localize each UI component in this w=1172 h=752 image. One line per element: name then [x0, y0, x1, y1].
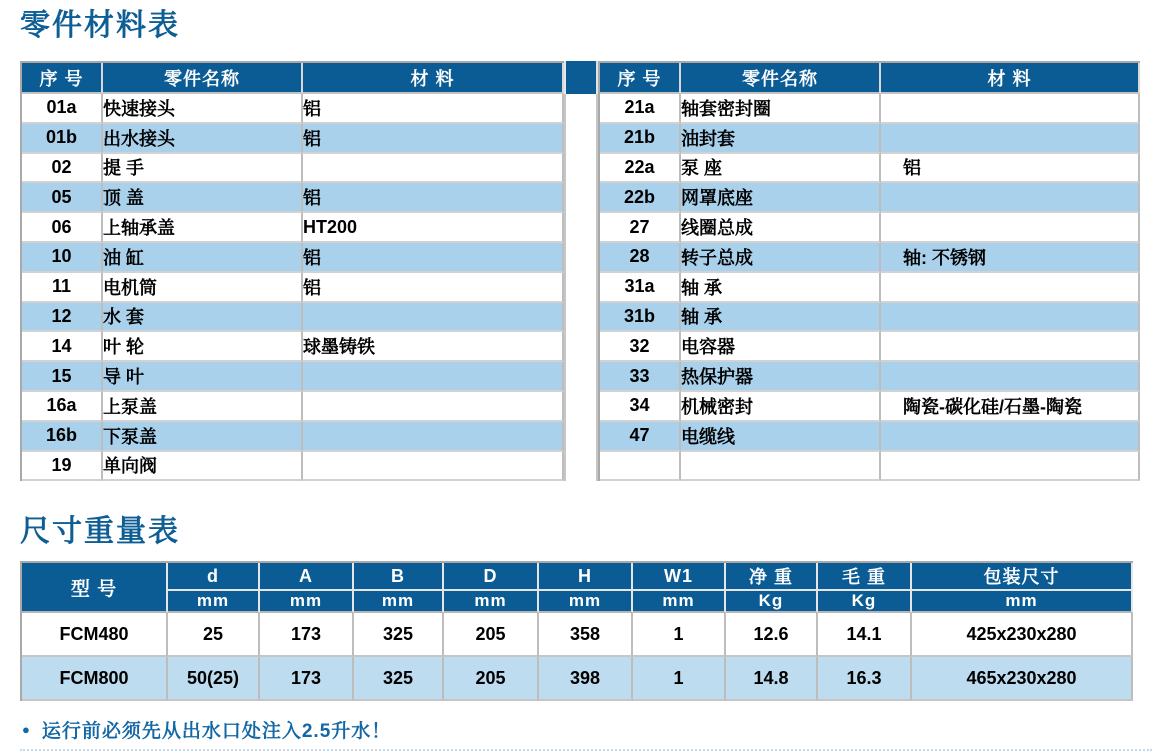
part-name-cell: 电容器: [681, 332, 881, 362]
parts-row: [600, 303, 1140, 333]
part-material-cell: HT200: [303, 213, 564, 243]
part-number-cell: 14: [22, 332, 103, 362]
value-cell: 14.8: [726, 657, 818, 701]
value-cell: 1: [633, 657, 726, 701]
dim-col-header-1: A: [260, 563, 354, 591]
part-number-cell: 15: [22, 362, 103, 392]
part-material-cell: 陶瓷-碳化硅/石墨-陶瓷: [881, 392, 1140, 422]
part-name-cell: [681, 452, 881, 482]
part-name-cell: 机械密封: [681, 392, 881, 422]
parts-row: [600, 452, 1140, 482]
part-number-cell: 05: [22, 183, 103, 213]
parts-row: [22, 362, 564, 392]
part-material-cell: 铝: [303, 124, 564, 154]
parts-header-row: [600, 63, 1140, 94]
part-material-cell: [303, 392, 564, 422]
part-number-cell: 22b: [600, 183, 681, 213]
dim-col-unit-0: mm: [168, 591, 260, 613]
part-name-cell: 叶 轮: [103, 332, 303, 362]
parts-material-tables: [20, 61, 1152, 481]
warning-note: [22, 716, 1152, 743]
bullet-icon: ●: [22, 722, 31, 738]
dimension-weight-table: [20, 561, 1133, 701]
dimension-row: [22, 657, 1133, 701]
model-cell: FCM800: [22, 657, 168, 701]
parts-col-header-1: 零件名称: [681, 63, 881, 94]
part-name-cell: 网罩底座: [681, 183, 881, 213]
parts-row: [22, 332, 564, 362]
value-cell: 205: [444, 657, 539, 701]
dim-col-header-0: d: [168, 563, 260, 591]
value-cell: 12.6: [726, 613, 818, 657]
part-material-cell: [881, 94, 1140, 124]
part-number-cell: 16b: [22, 422, 103, 452]
value-cell: 25: [168, 613, 260, 657]
parts-row: [22, 422, 564, 452]
parts-row: [22, 243, 564, 273]
part-name-cell: 热保护器: [681, 362, 881, 392]
part-name-cell: 线圈总成: [681, 213, 881, 243]
part-material-cell: [303, 452, 564, 482]
parts-col-header-2: 材 料: [303, 63, 564, 94]
part-material-cell: [303, 422, 564, 452]
part-name-cell: 下泵盖: [103, 422, 303, 452]
parts-table-right: [598, 61, 1140, 481]
part-number-cell: 19: [22, 452, 103, 482]
part-name-cell: 导 叶: [103, 362, 303, 392]
dim-col-header-7: 毛 重: [818, 563, 912, 591]
parts-row: [22, 183, 564, 213]
value-cell: 325: [354, 657, 444, 701]
dim-col-unit-5: mm: [633, 591, 726, 613]
part-number-cell: 12: [22, 303, 103, 333]
parts-row: [600, 243, 1140, 273]
part-name-cell: 上泵盖: [103, 392, 303, 422]
parts-row: [22, 213, 564, 243]
part-material-cell: [881, 422, 1140, 452]
table-gap-body: [564, 94, 598, 481]
parts-row: [22, 154, 564, 184]
part-material-cell: 球墨铸铁: [303, 332, 564, 362]
part-material-cell: 铝: [303, 273, 564, 303]
part-number-cell: 16a: [22, 392, 103, 422]
part-material-cell: 轴: 不锈钢: [881, 243, 1140, 273]
value-cell: 14.1: [818, 613, 912, 657]
parts-row: [22, 392, 564, 422]
part-number-cell: 27: [600, 213, 681, 243]
dim-col-unit-8: mm: [912, 591, 1133, 613]
dim-col-header-2: B: [354, 563, 444, 591]
dim-col-header-3: D: [444, 563, 539, 591]
part-number-cell: 01b: [22, 124, 103, 154]
dimension-row: [22, 613, 1133, 657]
value-cell: 358: [539, 613, 633, 657]
part-number-cell: [600, 452, 681, 482]
dim-col-unit-1: mm: [260, 591, 354, 613]
part-name-cell: 快速接头: [103, 94, 303, 124]
value-cell: 173: [260, 613, 354, 657]
part-name-cell: 轴 承: [681, 273, 881, 303]
part-name-cell: 油 缸: [103, 243, 303, 273]
part-name-cell: 轴 承: [681, 303, 881, 333]
parts-col-header-1: 零件名称: [103, 63, 303, 94]
value-cell: 16.3: [818, 657, 912, 701]
part-number-cell: 01a: [22, 94, 103, 124]
part-number-cell: 22a: [600, 154, 681, 184]
part-number-cell: 11: [22, 273, 103, 303]
value-cell: 325: [354, 613, 444, 657]
part-number-cell: 33: [600, 362, 681, 392]
parts-col-header-2: 材 料: [881, 63, 1140, 94]
value-cell: 398: [539, 657, 633, 701]
part-number-cell: 31a: [600, 273, 681, 303]
part-material-cell: 铝: [303, 183, 564, 213]
parts-row: [600, 332, 1140, 362]
value-cell: 205: [444, 613, 539, 657]
part-material-cell: [881, 303, 1140, 333]
parts-row: [600, 392, 1140, 422]
part-material-cell: [881, 124, 1140, 154]
part-material-cell: 铝: [881, 154, 1140, 184]
part-material-cell: [303, 303, 564, 333]
parts-col-header-0: 序 号: [600, 63, 681, 94]
parts-row: [22, 94, 564, 124]
parts-row: [22, 452, 564, 482]
parts-table-left: [20, 61, 564, 481]
parts-header-row: [22, 63, 564, 94]
part-number-cell: 34: [600, 392, 681, 422]
dim-col-unit-6: Kg: [726, 591, 818, 613]
part-name-cell: 提 手: [103, 154, 303, 184]
part-material-cell: [303, 362, 564, 392]
part-material-cell: [881, 213, 1140, 243]
parts-row: [22, 303, 564, 333]
dimension-weight-table-title: 尺寸重量表: [20, 515, 180, 549]
value-cell: 173: [260, 657, 354, 701]
part-name-cell: 电机筒: [103, 273, 303, 303]
value-cell: 50(25): [168, 657, 260, 701]
part-name-cell: 轴套密封圈: [681, 94, 881, 124]
part-material-cell: [881, 452, 1140, 482]
dim-col-header-model: 型 号: [22, 563, 168, 613]
parts-row: [600, 124, 1140, 154]
parts-material-table-title: 零件材料表: [20, 9, 180, 42]
part-name-cell: 电缆线: [681, 422, 881, 452]
part-number-cell: 10: [22, 243, 103, 273]
parts-row: [600, 94, 1140, 124]
part-material-cell: 铝: [303, 243, 564, 273]
part-name-cell: 单向阀: [103, 452, 303, 482]
part-name-cell: 泵 座: [681, 154, 881, 184]
part-name-cell: 水 套: [103, 303, 303, 333]
warning-note-text: 运行前必须先从出水口处注入2.5升水！: [41, 721, 392, 743]
part-name-cell: 出水接头: [103, 124, 303, 154]
value-cell: 1: [633, 613, 726, 657]
part-number-cell: 06: [22, 213, 103, 243]
table-gap-header: [564, 61, 598, 94]
parts-row: [600, 422, 1140, 452]
parts-row: [600, 154, 1140, 184]
value-cell: 465x230x280: [912, 657, 1133, 701]
part-number-cell: 28: [600, 243, 681, 273]
parts-row: [22, 273, 564, 303]
part-number-cell: 21b: [600, 124, 681, 154]
dim-col-header-4: H: [539, 563, 633, 591]
part-number-cell: 21a: [600, 94, 681, 124]
parts-row: [22, 124, 564, 154]
part-name-cell: 顶 盖: [103, 183, 303, 213]
dim-col-unit-7: Kg: [818, 591, 912, 613]
dim-col-unit-2: mm: [354, 591, 444, 613]
part-number-cell: 47: [600, 422, 681, 452]
part-material-cell: [881, 362, 1140, 392]
dim-col-header-8: 包装尺寸: [912, 563, 1133, 591]
parts-col-header-0: 序 号: [22, 63, 103, 94]
model-cell: FCM480: [22, 613, 168, 657]
dim-header-letter-row: [22, 563, 1133, 591]
parts-row: [600, 183, 1140, 213]
part-material-cell: 铝: [303, 94, 564, 124]
part-number-cell: 31b: [600, 303, 681, 333]
table-gap-column: [564, 61, 598, 481]
parts-row: [600, 362, 1140, 392]
dim-col-header-6: 净 重: [726, 563, 818, 591]
dim-col-unit-3: mm: [444, 591, 539, 613]
parts-row: [600, 213, 1140, 243]
part-material-cell: [881, 273, 1140, 303]
value-cell: 425x230x280: [912, 613, 1133, 657]
bottom-divider: [20, 749, 1152, 751]
dim-header-unit-row: [22, 591, 1133, 613]
part-name-cell: 上轴承盖: [103, 213, 303, 243]
dim-col-unit-4: mm: [539, 591, 633, 613]
part-material-cell: [881, 183, 1140, 213]
part-name-cell: 转子总成: [681, 243, 881, 273]
part-material-cell: [303, 154, 564, 184]
part-number-cell: 02: [22, 154, 103, 184]
dim-col-header-5: W1: [633, 563, 726, 591]
part-name-cell: 油封套: [681, 124, 881, 154]
part-number-cell: 32: [600, 332, 681, 362]
part-material-cell: [881, 332, 1140, 362]
parts-row: [600, 273, 1140, 303]
